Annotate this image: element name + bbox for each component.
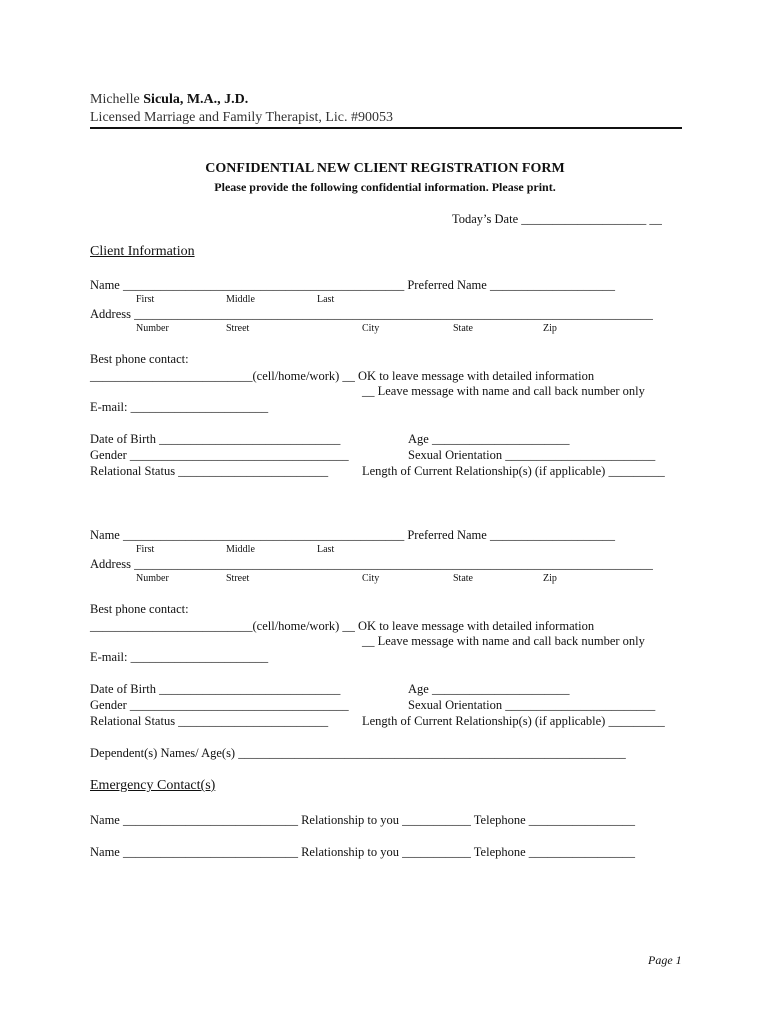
gender-field[interactable]: Gender ___________________________________ <box>90 698 349 712</box>
addr-sub-zip: Zip <box>543 573 557 584</box>
therapist-license: Licensed Marriage and Family Therapist, Lic. #90053 <box>90 110 393 125</box>
name-sub-last: Last <box>317 544 335 555</box>
therapist-last-name-credentials: Sicula, M.A., J.D. <box>143 92 249 107</box>
client-info-heading: Client Information <box>90 244 195 259</box>
relational-status-field[interactable]: Relational Status ________________________ <box>90 464 329 478</box>
form-subtitle: Please provide the following confidential information. Please print. <box>214 180 556 194</box>
header-divider <box>90 127 682 129</box>
email-field[interactable]: E-mail: ______________________ <box>90 650 269 664</box>
phone-field[interactable]: __________________________(cell/home/work) __ OK to leave message with detailed information <box>90 619 595 633</box>
emergency-contacts-heading: Emergency Contact(s) <box>90 778 216 793</box>
age-field[interactable]: Age ______________________ <box>408 432 570 446</box>
age-field[interactable]: Age ______________________ <box>408 682 570 696</box>
addr-sub-city: City <box>362 573 380 584</box>
addr-sub-state: State <box>453 573 473 584</box>
dob-field[interactable]: Date of Birth _____________________________ <box>90 682 341 696</box>
emergency-contact-2[interactable]: Name ____________________________ Relationship to you ___________ Telephone _________________ <box>90 845 636 859</box>
addr-sub-street: Street <box>226 573 250 584</box>
name-sub-last: Last <box>317 294 335 305</box>
page-number: Page 1 <box>648 953 682 967</box>
relational-status-field[interactable]: Relational Status ________________________ <box>90 714 329 728</box>
phone-label: Best phone contact: <box>90 602 189 616</box>
dependents-field[interactable]: Dependent(s) Names/ Age(s) ______________________________________________________________ <box>90 746 626 760</box>
name-sub-first: First <box>136 544 155 555</box>
dob-field[interactable]: Date of Birth _____________________________ <box>90 432 341 446</box>
address-field[interactable]: Address ___________________________________________________________________________________ <box>90 307 653 321</box>
email-field[interactable]: E-mail: ______________________ <box>90 400 269 414</box>
addr-sub-zip: Zip <box>543 323 557 334</box>
phone-label: Best phone contact: <box>90 352 189 366</box>
addr-sub-street: Street <box>226 323 250 334</box>
relationship-length-field[interactable]: Length of Current Relationship(s) (if applicable) _________ <box>362 714 665 728</box>
name-sub-first: First <box>136 294 155 305</box>
form-title: CONFIDENTIAL NEW CLIENT REGISTRATION FORM <box>205 161 565 176</box>
addr-sub-number: Number <box>136 573 169 584</box>
name-field[interactable]: Name _____________________________________________ Preferred Name ____________________ <box>90 278 615 292</box>
phone-option-callback[interactable]: __ Leave message with name and call back number only <box>362 384 645 398</box>
todays-date-field[interactable]: Today’s Date ____________________ __ <box>452 212 662 226</box>
orientation-field[interactable]: Sexual Orientation ________________________ <box>408 448 656 462</box>
therapist-name <box>90 92 248 108</box>
emergency-contact-1[interactable]: Name ____________________________ Relationship to you ___________ Telephone _________________ <box>90 813 636 827</box>
gender-field[interactable]: Gender ___________________________________ <box>90 448 349 462</box>
addr-sub-city: City <box>362 323 380 334</box>
addr-sub-state: State <box>453 323 473 334</box>
addr-sub-number: Number <box>136 323 169 334</box>
phone-field[interactable]: __________________________(cell/home/work) __ OK to leave message with detailed information <box>90 369 595 383</box>
therapist-first-name: Michelle <box>90 92 144 107</box>
phone-option-callback[interactable]: __ Leave message with name and call back number only <box>362 634 645 648</box>
address-field[interactable]: Address ___________________________________________________________________________________ <box>90 557 653 571</box>
name-sub-middle: Middle <box>226 294 255 305</box>
name-field[interactable]: Name _____________________________________________ Preferred Name ____________________ <box>90 528 615 542</box>
name-sub-middle: Middle <box>226 544 255 555</box>
orientation-field[interactable]: Sexual Orientation ________________________ <box>408 698 656 712</box>
relationship-length-field[interactable]: Length of Current Relationship(s) (if applicable) _________ <box>362 464 665 478</box>
